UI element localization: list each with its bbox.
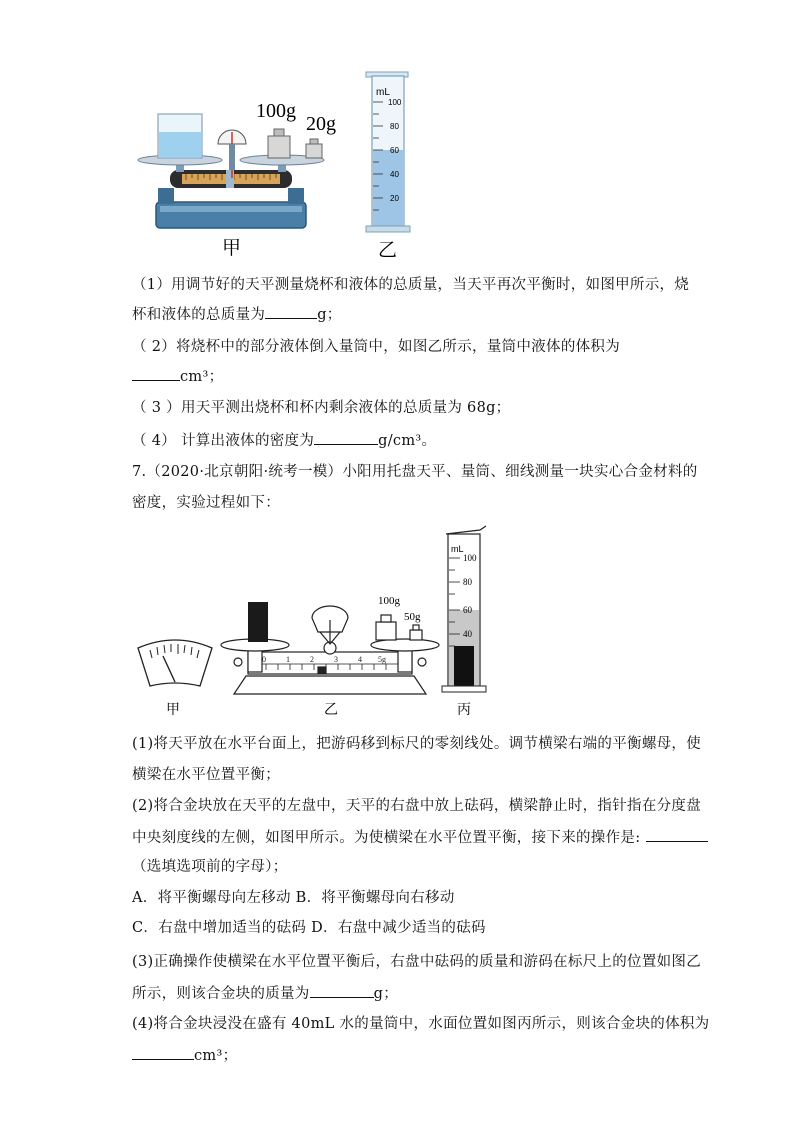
cylinder1-tick-20: 20 <box>390 194 399 203</box>
q6-part4-unit: g/cm³。 <box>378 433 437 449</box>
cylinder2-unit: mL <box>451 544 464 554</box>
answer-blank-alloy-volume[interactable] <box>132 1045 194 1060</box>
figure2-caption-yi: 乙 <box>324 702 338 718</box>
alloy-block <box>248 602 268 642</box>
q6-part2-line1: （ 2）将烧杯中的部分液体倒入量筒中，如图乙所示，量筒中液体的体积为 <box>132 339 621 355</box>
q6-part4-text: （ 4） 计算出液体的密度为 <box>132 433 315 449</box>
q7-step3-line2 <box>132 983 398 1004</box>
q7-step2-line3: （选填选项前的字母）； <box>132 859 288 875</box>
q7-options-ab: A．将平衡螺母向左移动 B．将平衡螺母向右移动 <box>132 890 455 906</box>
scale-num-0: 0 <box>262 655 266 664</box>
graduated-cylinder-2 <box>442 526 486 692</box>
q7-step2-text: 中央刻度线的左侧，如图甲所示。为使横梁在水平位置平衡，接下来的操作是: <box>132 830 641 846</box>
cylinder2-tick-40: 40 <box>463 629 472 639</box>
q7-step3-unit: g； <box>373 986 398 1002</box>
q6-part1-line1: （1）用调节好的天平测量烧杯和液体的总质量，当天平再次平衡时，如图甲所示，烧 <box>132 277 690 293</box>
scale-num-2: 2 <box>310 655 314 664</box>
pointer-dial-jia <box>138 640 212 686</box>
figure1-caption-jia: 甲 <box>222 237 242 259</box>
answer-blank-alloy-mass[interactable] <box>310 983 374 998</box>
q7-options-cd: C．右盘中增加适当的砝码 D．右盘中减少适当的砝码 <box>132 920 486 936</box>
scale-num-3: 3 <box>334 655 338 664</box>
graduated-cylinder-1 <box>366 72 410 232</box>
answer-blank-density[interactable] <box>314 430 378 445</box>
figure2-caption-bing: 丙 <box>457 702 471 718</box>
q6-part2-line2 <box>132 366 223 387</box>
q7-intro-line1: 7.（2020·北京朝阳·统考一模）小阳用托盘天平、量筒、细线测量一块实心合金材料的 <box>132 464 698 480</box>
q7-step3-text: 所示，则该合金块的质量为 <box>132 986 310 1002</box>
cylinder2-tick-100: 100 <box>463 553 477 563</box>
q7-step1-line2: 横梁在水平位置平衡； <box>132 767 280 783</box>
figure1-caption-yi: 乙 <box>378 239 398 261</box>
cylinder2-tick-80: 80 <box>463 577 472 587</box>
q7-step4-line1: (4)将合金块浸没在盛有 40mL 水的量筒中，水面位置如图丙所示，则该合金块的体积为 <box>132 1016 710 1032</box>
scale-num-4: 4 <box>358 655 362 664</box>
figure-balance-cylinder-1 <box>130 66 420 262</box>
q6-part3: （ 3 ）用天平测出烧杯和杯内剩余液体的总质量为 68g； <box>132 400 511 416</box>
answer-blank-mass[interactable] <box>265 304 317 319</box>
q7-step1-line1: (1)将天平放在水平台面上，把游码移到标尺的零刻线处。调节横梁右端的平衡螺母，使 <box>132 736 702 752</box>
answer-blank-operation[interactable] <box>646 827 708 842</box>
q7-step3-line1: (3)正确操作使横梁在水平位置平衡后，右盘中砝码的质量和游码在标尺上的位置如图乙 <box>132 954 702 970</box>
q6-part1-line2 <box>132 304 342 325</box>
figure-balance-cylinder-2 <box>130 524 500 720</box>
cylinder1-tick-80: 80 <box>390 122 399 131</box>
cylinder1-tick-40: 40 <box>390 170 399 179</box>
cylinder1-tick-100: 100 <box>388 98 402 107</box>
q7-step4-line2 <box>132 1045 237 1066</box>
q6-part1-unit: g； <box>317 307 342 323</box>
cylinder1-tick-60: 60 <box>390 146 399 155</box>
answer-blank-volume[interactable] <box>132 366 180 381</box>
figure2-caption-jia: 甲 <box>166 702 180 718</box>
weight-50g-label: 50g <box>404 611 421 623</box>
q6-part2-unit: cm³； <box>180 369 224 385</box>
cylinder1-unit: mL <box>376 87 390 98</box>
weight-20g-label: 20g <box>306 113 336 135</box>
weight-100g-label-2: 100g <box>378 595 400 607</box>
q6-part4 <box>132 430 436 451</box>
scale-num-1: 1 <box>286 655 290 664</box>
cylinder2-tick-60: 60 <box>463 605 472 615</box>
weight-100g-label: 100g <box>256 100 296 122</box>
q7-step4-unit: cm³； <box>194 1048 238 1064</box>
scale-num-5g: 5g <box>378 655 386 664</box>
q7-intro-line2: 密度，实验过程如下： <box>132 495 280 511</box>
q7-step2-line2 <box>132 827 708 848</box>
q7-step2-line1: (2)将合金块放在天平的左盘中，天平的右盘中放上砝码，横梁静止时，指针指在分度盘 <box>132 798 702 814</box>
q6-part1-text: 杯和液体的总质量为 <box>132 307 266 323</box>
